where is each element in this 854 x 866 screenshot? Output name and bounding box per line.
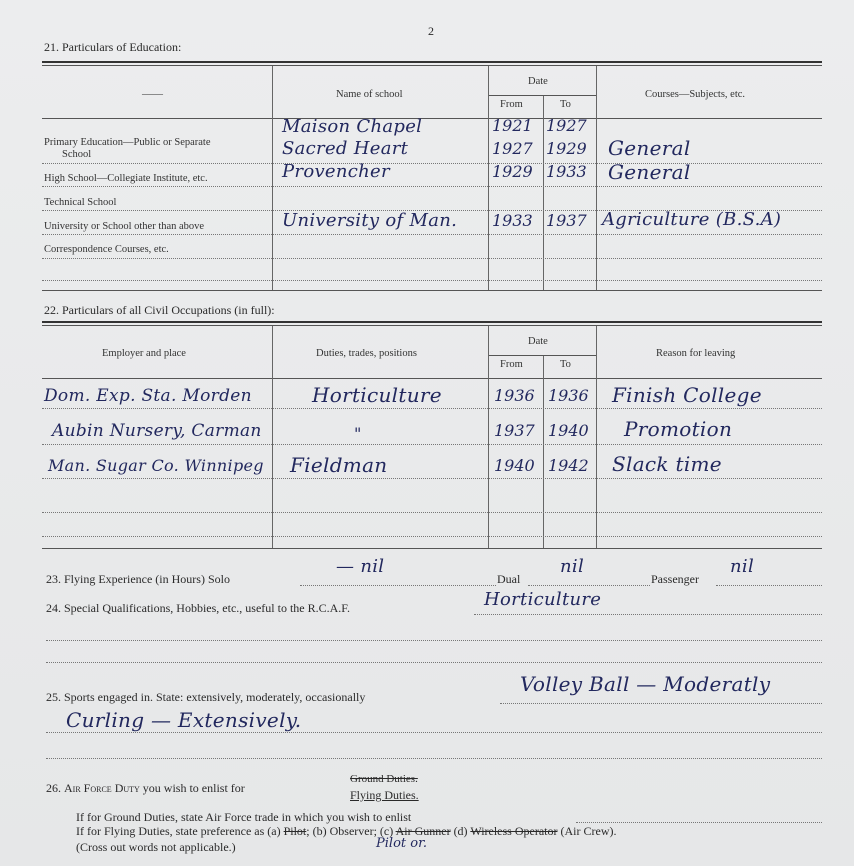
from-job-1: 1936 [494,386,535,405]
course-primary-2: General [608,136,691,160]
q23-passenger-label: Passenger [651,572,699,586]
vline-22-b [488,326,489,548]
q26-air-gunner: Air Gunner [395,824,451,838]
section-22-title: 22. Particulars of all Civil Occupations (in full): [44,303,275,317]
from-university: 1933 [492,211,533,230]
vline-21-b [488,66,489,290]
q26-pilot: Pilot [283,824,307,838]
q26-line2 [76,824,616,839]
course-high: General [608,160,691,184]
to-high: 1933 [546,162,587,181]
label-high-school: High School—Collegiate Institute, etc. [44,173,208,184]
q23-solo-value: — nil [336,556,385,577]
duties-2: " [354,424,362,443]
q24-label: 24. Special Qualifications, Hobbies, etc., useful to the R.C.A.F. [46,601,350,615]
q23-dual-line [528,585,650,586]
vline-22-a [272,326,273,548]
vline-22-c [543,356,544,548]
label-primary-education: Primary Education—Public or Separate [44,137,211,148]
employer-2: Aubin Nursery, Carman [52,421,262,441]
q26-flying-duties: Flying Duties. [350,788,419,802]
vline-22-d [596,326,597,548]
q23-dual-value: nil [560,556,585,577]
row-line-22-5 [42,536,822,537]
col-from-22: From [500,359,523,370]
vline-21-a [272,66,273,290]
col-courses: Courses—Subjects, etc. [645,89,746,100]
from-job-2: 1937 [494,421,535,440]
q26-line1: If for Ground Duties, state Air Force trade in which you wish to enlist [76,810,412,824]
q26-line2-b: ; (b) Observer; (c) [306,824,396,838]
col-employer: Employer and place [102,348,186,359]
q23-passenger-value: nil [730,556,755,577]
q26-line3: (Cross out words not applicable.) [76,840,236,854]
row-line-21-1 [42,163,822,164]
employer-3: Man. Sugar Co. Winnipeg [48,456,264,475]
section-22-rule-2 [42,325,822,326]
section-21-top-rule [42,61,822,63]
q26-line1-fill [576,822,822,823]
q26-prefix: 26. [46,781,64,795]
col-date-21: Date [528,76,548,87]
q26-label [46,781,245,796]
from-primary-2: 1927 [492,139,533,158]
q25-line [500,703,822,704]
q26-ground-duties: Ground Duties. [350,773,418,785]
to-primary-2: 1929 [546,139,587,158]
reason-3: Slack time [612,452,722,476]
school-primary-2: Sacred Heart [282,138,409,159]
label-primary-school: School [62,149,92,160]
row-line-22-2 [42,444,822,445]
reason-2: Promotion [624,417,733,441]
col-reason: Reason for leaving [656,348,736,359]
section-22-rule [42,321,822,323]
q25-value-2: Curling — Extensively. [66,708,302,732]
q26-duty: Duty [114,781,140,795]
vline-21-c [543,96,544,290]
section-21-title: 21. Particulars of Education: [44,40,182,54]
q23-label: 23. Flying Experience (in Hours) Solo [46,572,230,586]
from-high: 1929 [492,162,533,181]
label-technical-school: Technical School [44,197,117,208]
course-university: Agriculture (B.S.A) [602,209,782,230]
q26-line2-a: If for Flying Duties, state preference as (a) [76,824,284,838]
school-primary-1: Maison Chapel [282,116,423,137]
q25-value-1: Volley Ball — Moderatly [520,672,771,696]
vline-21-d [596,66,597,290]
row-line-22-3 [42,478,822,479]
q26-line2-d: (Air Crew). [557,824,617,838]
duties-1: Horticulture [312,383,442,407]
row-line-21-6 [42,280,822,281]
col-to-21: To [560,99,571,110]
col-duties: Duties, trades, positions [316,348,417,359]
q26-wireless-operator: Wireless Operator [470,824,558,838]
q26-handwritten-note: Pilot or. [376,836,427,851]
employer-1: Dom. Exp. Sta. Morden [44,386,252,406]
section-22-top-rule [42,290,822,291]
q25-label: 25. Sports engaged in. State: extensively, moderately, occasionally [46,690,366,704]
section-22-header-bottom [42,378,822,379]
to-university: 1937 [546,211,587,230]
q26-air-force: Air Force [64,781,112,795]
to-job-3: 1942 [548,456,589,475]
section-21-top-rule-2 [42,65,822,66]
col-name-of-school: Name of school [336,89,403,100]
to-job-1: 1936 [548,386,589,405]
date-split-22 [488,355,596,356]
row-line-21-5 [42,258,822,259]
school-university: University of Man. [282,210,458,231]
school-high: Provencher [282,161,390,182]
q23-dual-label: Dual [497,572,521,586]
q24-line-3 [46,662,822,663]
q25-line-3 [46,758,822,759]
row-line-21-2 [42,186,822,187]
q26-line2-c: (d) [450,824,471,838]
page-number: 2 [428,24,434,38]
col-from-21: From [500,99,523,110]
q24-line-2 [46,640,822,641]
section-22-bottom [42,548,822,549]
q26-suffix: you wish to enlist for [139,781,245,795]
from-primary-1: 1921 [492,116,533,135]
date-split-21 [488,95,596,96]
col-to-22: To [560,359,571,370]
q23-passenger-line [716,585,822,586]
q25-line-2 [46,732,822,733]
reason-1: Finish College [612,383,762,407]
duties-3: Fieldman [290,453,388,477]
from-job-3: 1940 [494,456,535,475]
section-21-header-bottom [42,118,822,119]
label-university: University or School other than above [44,221,205,232]
row-line-21-4 [42,234,822,235]
q23-solo-line [300,585,496,586]
col-date-22: Date [528,336,548,347]
row-line-22-1 [42,408,822,409]
to-job-2: 1940 [548,421,589,440]
to-primary-1: 1927 [546,116,587,135]
row-line-22-4 [42,512,822,513]
section-21-header-dash: —— [142,89,163,100]
q24-line [474,614,822,615]
label-correspondence: Correspondence Courses, etc. [44,244,169,255]
q24-value: Horticulture [484,589,602,610]
